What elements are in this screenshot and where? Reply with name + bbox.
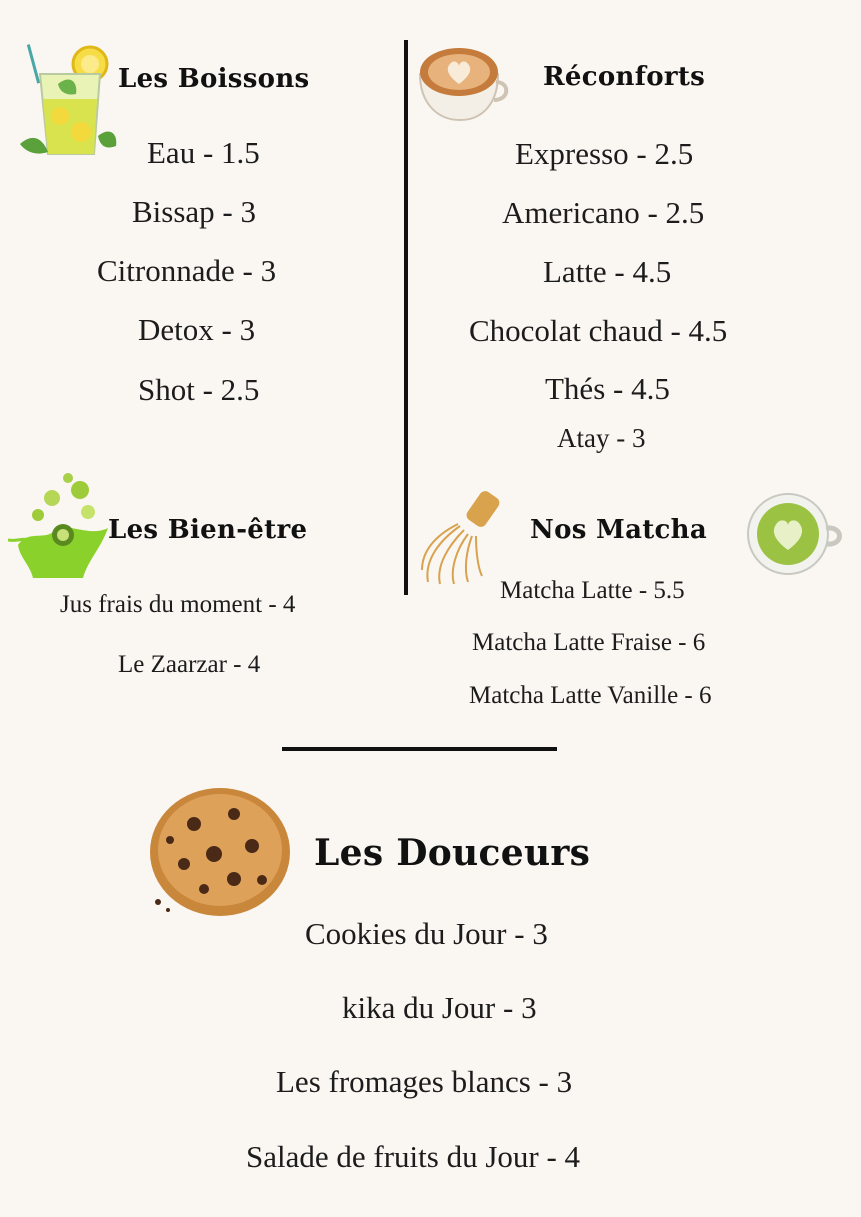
- douceurs-item: Cookies du Jour - 3: [305, 916, 548, 951]
- matcha-cup-icon: [746, 492, 846, 578]
- douceurs-item: Salade de fruits du Jour - 4: [246, 1139, 581, 1174]
- matcha-item: Matcha Latte Vanille - 6: [469, 682, 712, 709]
- douceurs-item: Les fromages blancs - 3: [276, 1064, 573, 1099]
- douceurs-title: Les Douceurs: [314, 832, 591, 874]
- douceurs-item: kika du Jour - 3: [342, 990, 537, 1025]
- reconforts-item: Latte - 4.5: [543, 254, 672, 289]
- boissons-item: Bissap - 3: [132, 194, 256, 229]
- boissons-item: Detox - 3: [138, 312, 256, 347]
- reconforts-item: Expresso - 2.5: [515, 136, 694, 171]
- fruit-splash-icon: [8, 470, 118, 580]
- latte-cup-icon: [418, 46, 512, 122]
- boissons-item: Eau - 1.5: [147, 135, 260, 170]
- matcha-item: Matcha Latte Fraise - 6: [472, 629, 706, 656]
- lemonade-glass-icon: [18, 44, 120, 164]
- reconforts-item: Americano - 2.5: [502, 195, 705, 230]
- bien-etre-item: Jus frais du moment - 4: [60, 591, 296, 618]
- bien-etre-title: Les Bien-être: [108, 515, 308, 545]
- cookie-icon: [144, 784, 294, 920]
- horizontal-divider: [282, 747, 557, 751]
- boissons-title: Les Boissons: [118, 64, 310, 94]
- matcha-title: Nos Matcha: [530, 515, 708, 545]
- bien-etre-item: Le Zaarzar - 4: [118, 651, 261, 678]
- matcha-item: Matcha Latte - 5.5: [500, 577, 685, 604]
- reconforts-item: Chocolat chaud - 4.5: [469, 313, 728, 348]
- matcha-whisk-icon: [420, 490, 508, 586]
- boissons-item: Shot - 2.5: [138, 372, 260, 407]
- reconforts-title: Réconforts: [543, 62, 706, 92]
- vertical-divider: [404, 40, 408, 595]
- boissons-item: Citronnade - 3: [97, 253, 277, 288]
- reconforts-item: Thés - 4.5: [545, 371, 670, 406]
- reconforts-item: Atay - 3: [557, 423, 646, 453]
